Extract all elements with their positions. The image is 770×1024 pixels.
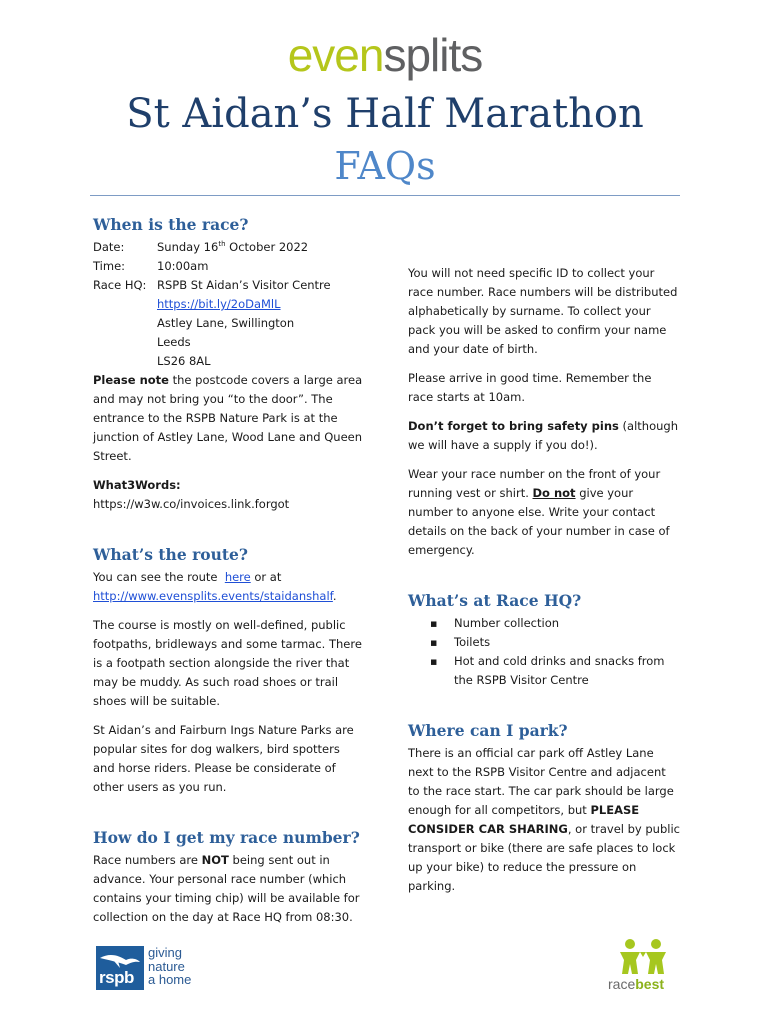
w3w-label: What3Words: (93, 478, 181, 492)
hq-address-line2: Leeds (157, 335, 191, 349)
evensplits-logo (0, 29, 770, 81)
w3w-value: https://w3w.co/invoices.link.forgot (93, 497, 290, 511)
number-paragraph-3: Please arrive in good time. Remember the race starts at 10am. (408, 371, 652, 404)
list-item: ▪ Number collection (430, 614, 680, 633)
park-paragraph: There is an official car park off Astley Lane next to the RSPB Visitor Centre and adjacent to the race start. The car park should be large enough for all competitors, but PLEASE CONSIDER CAR SHARING, or travel by public transport or bike (there are safe places to lock up your bike) to reduce the pressure on parking. (408, 746, 680, 893)
right-column (408, 216, 680, 906)
hq-name: RSPB St Aidan’s Visitor Centre (157, 278, 331, 292)
racebest-logo (608, 938, 678, 994)
time-label: Time: (93, 259, 126, 273)
logo-even: even (287, 29, 384, 81)
hq-address-line3: LS26 8AL (157, 354, 211, 368)
rspb-slogan: giving nature a home (148, 945, 192, 987)
safety-pins-note: Don’t forget to bring safety pins (although we will have a supply if you do!). (408, 419, 679, 452)
route-url-link[interactable]: http://www.evensplits.events/staidanshalf (93, 589, 333, 603)
hq-label: Race HQ: (93, 278, 147, 292)
time-value: 10:00am (157, 259, 209, 273)
park-heading: Where can I park? (408, 721, 568, 740)
date-label: Date: (93, 240, 125, 254)
racebest-wordmark: racebest (608, 976, 665, 992)
route-paragraph-1: You can see the route here or at http://www.evensplits.events/staidanshalf. (93, 570, 337, 603)
number-heading: How do I get my race number? (93, 828, 360, 847)
hq-heading: What’s at Race HQ? (408, 591, 582, 610)
number-paragraph-2: You will not need specific ID to collect your race number. Race numbers will be distributed alphabetically by surname. To collect your pack you will be asked to confirm your name and your date of birth. (408, 266, 678, 356)
logo-splits: splits (383, 29, 483, 81)
what3words (93, 476, 365, 514)
route-heading: What’s the route? (93, 545, 248, 564)
route-paragraph-3: St Aidan’s and Fairburn Ings Nature Parks are popular sites for dog walkers, bird spotters and horse riders. Please be considerate of other users as you run. (93, 723, 354, 794)
runners-icon (614, 938, 674, 976)
postcode-note: Please note the postcode covers a large area and may not bring you “to the door”. The entrance to the RSPB Nature Park is at the junction of Astley Lane, Wood Lane and Queen Street. (93, 373, 363, 463)
page-title: St Aidan’s Half Marathon (126, 91, 644, 137)
page-subtitle: FAQs (334, 144, 436, 188)
hq-map-link[interactable]: https://bit.ly/2oDaMlL (157, 297, 281, 311)
rspb-logo (96, 946, 246, 990)
route-paragraph-2: The course is mostly on well-defined, public footpaths, bridleways and some tarmac. There is a footpath section alongside the river that may be muddy. As such road shoes or trail shoes will be suitable. (93, 618, 362, 708)
number-paragraph-1: Race numbers are NOT being sent out in advance. Your personal race number (which contains your timing chip) will be available for collection on the day at Race HQ from 08:30. (93, 853, 360, 924)
rspb-logo-box (96, 946, 144, 990)
rspb-wordmark: rspb (99, 968, 134, 987)
list-item: ▪ Hot and cold drinks and snacks from the RSPB Visitor Centre (430, 652, 680, 690)
number-paragraph-5: Wear your race number on the front of your running vest or shirt. Do not give your number to anyone else. Write your contact details on the back of your number in case of emergency. (408, 467, 670, 557)
route-here-link[interactable]: here (224, 570, 251, 584)
left-column (93, 214, 365, 937)
hq-address-line1: Astley Lane, Swillington (157, 316, 295, 330)
race-details (93, 238, 365, 371)
when-heading: When is the race? (93, 215, 249, 234)
title-divider (90, 195, 680, 196)
list-item: ▪ Toilets (430, 633, 680, 652)
hq-list (430, 614, 680, 690)
date-value: Sunday 16th October 2022 (157, 240, 309, 254)
